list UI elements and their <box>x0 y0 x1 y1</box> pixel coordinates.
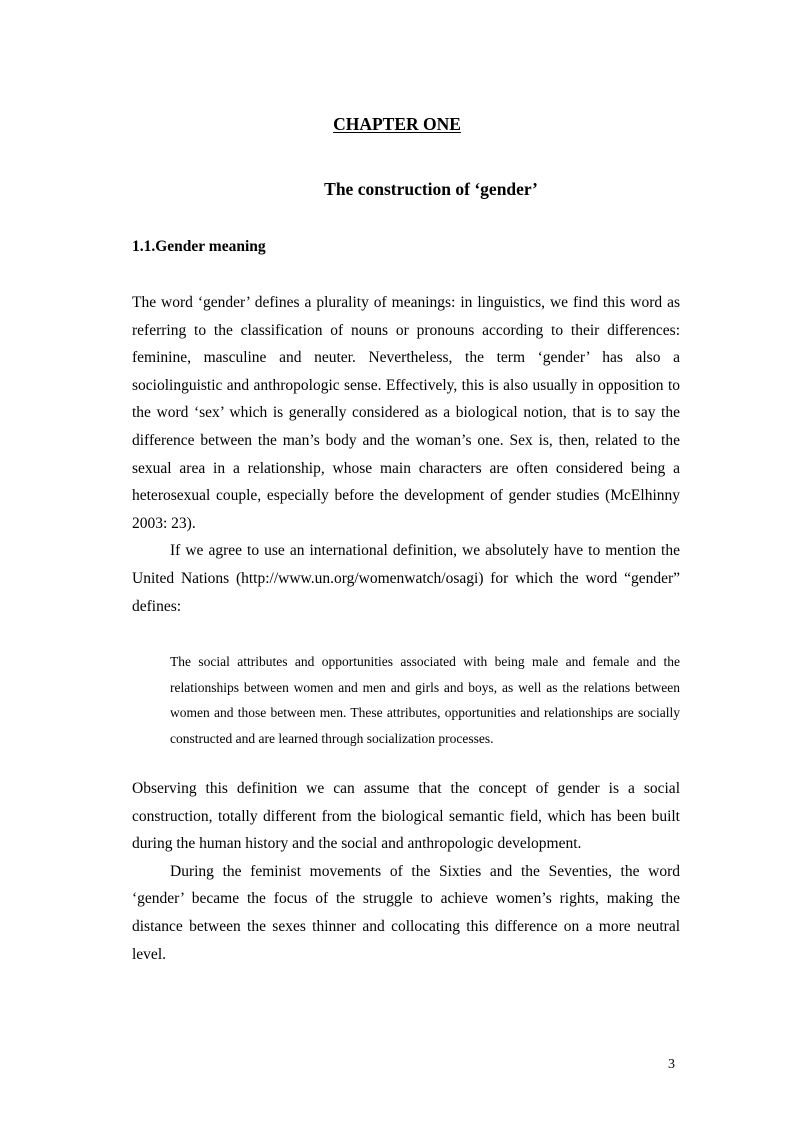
block-quote-un: The social attributes and opportunities associated with being male and female and the relationships between women and men and girls and boys, as well as the relations between women and those between men. These attributes, opportunities and relationships are socially constructed and are learned through socialization processes. <box>170 654 680 746</box>
section-heading: 1.1.Gender meaning <box>132 238 266 255</box>
body-block-intro <box>132 289 680 620</box>
paragraph-un-definition: If we agree to use an international definition, we absolutely have to mention the United Nations (http://www.un.org/womenwatch/osagi) for which the word “gender” defines: <box>132 542 680 615</box>
page-number: 3 <box>668 1057 675 1072</box>
paragraph-feminist-movements: During the feminist movements of the Sixties and the Seventies, the word ‘gender’ became the focus of the struggle to achieve women’s rights, making the distance between the sexes thinner and collocating this difference on a more neutral level. <box>132 862 680 963</box>
chapter-subtitle: The construction of ‘gender’ <box>324 179 538 199</box>
paragraph-social-construction: Observing this definition we can assume that the concept of gender is a social construction, totally different from the biological semantic field, which has been built during the human history and the social and anthropologic development. <box>132 780 680 853</box>
chapter-title: CHAPTER ONE <box>333 114 461 134</box>
body-block-conclusion <box>132 775 680 968</box>
paragraph-gender-definition: The word ‘gender’ defines a plurality of meanings: in linguistics, we find this word as referring to the classification of nouns or pronouns according to their differences: feminine, masculine and neuter. Nevertheless, the term ‘gender’ has also a sociolinguistic and anthropologic sense. Effectively, this is also usually in opposition to the word ‘sex’ which is generally considered as a biological notion, that is to say the difference between the man’s body and the woman’s one. Sex is, then, related to the sexual area in a relationship, whose main characters are often considered being a heterosexual couple, especially before the development of gender studies (McElhinny 2003: 23). <box>132 294 680 532</box>
